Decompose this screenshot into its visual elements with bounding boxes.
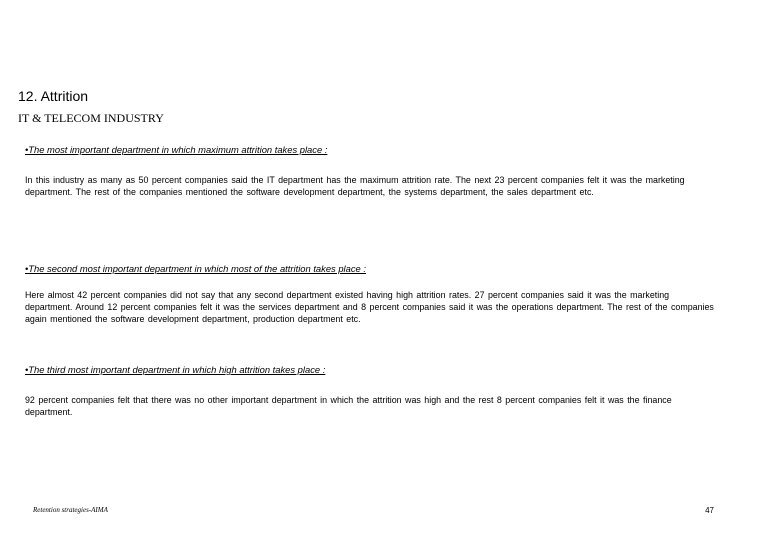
section-body-2: Here almost 42 percent companies did not say that any second department existed having high attrition rates. 27 percent companies said it was the marketing department. Around 12 percent companies felt it was the services department and 8 percent companies said it was the operations department. The rest of the companies again mentioned the software development department, production department etc.	[25, 290, 714, 324]
section-body-1: In this industry as many as 50 percent companies said the IT department has the maximum attrition rate. The next 23 percent companies felt it was the marketing department. The rest of the companies mentioned the software development department, the systems department, the sales department etc.	[25, 175, 685, 197]
industry-subtitle: IT & TELECOM INDUSTRY	[18, 111, 164, 125]
section-body-3: 92 percent companies felt that there was no other important department in which the attrition was high and the rest 8 percent companies felt it was the finance department.	[25, 395, 672, 417]
footer-source: Retention strategies-AIMA	[33, 506, 108, 514]
section-heading-2: •The second most important department in which most of the attrition takes place :	[25, 263, 366, 274]
page-number: 47	[705, 506, 714, 515]
section-heading-1: •The most important department in which maximum attrition takes place :	[25, 144, 328, 155]
page-title: 12. Attrition	[18, 88, 89, 104]
section-heading-3: •The third most important department in which high attrition takes place :	[25, 364, 326, 375]
